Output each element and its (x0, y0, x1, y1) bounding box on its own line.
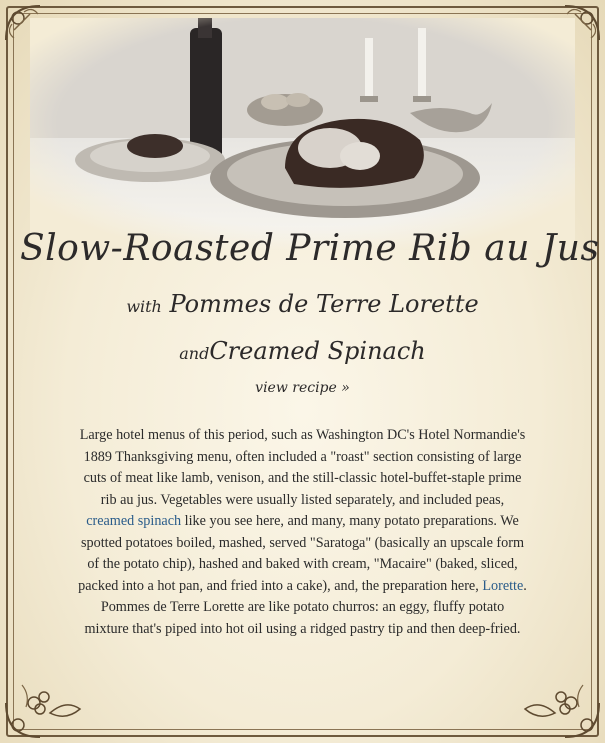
description-text: . Pommes de Terre Lorette are like potato churros: an eggy, fluffy potato mixture that's piped into hot oil using a ridged pastry tip and then deep-fried. (84, 577, 527, 637)
lorette-link[interactable]: Lorette (482, 577, 524, 594)
harvest-ornament-icon (14, 655, 84, 725)
recipe-title: Slow-Roasted Prime Rib au Jus (20, 228, 600, 269)
subtitle-prefix: and (179, 344, 210, 363)
subtitle-dish: Creamed Spinach (209, 337, 426, 365)
creamed-spinach-link[interactable]: creamed spinach (86, 513, 182, 529)
subtitle-dish: Pommes de Terre Lorette (169, 290, 479, 318)
subtitle-prefix: with (126, 297, 162, 316)
harvest-ornament-icon (521, 655, 591, 725)
view-recipe-link[interactable]: view recipe » (255, 380, 350, 396)
recipe-subtitle-1 (20, 290, 585, 318)
recipe-subtitle-2 (20, 337, 585, 365)
prime-rib-photo (30, 18, 575, 250)
recipe-description (78, 425, 527, 640)
description-text: Large hotel menus of this period, such as Washington DC's Hotel Normandie's 1889 Thanksgiving menu, often included a "roast" section consisting of large cuts of meat like lamb, venison, and the still-classic hotel-buffet-staple prime rib au jus. Vegetables were usually listed separately, and included peas, (79, 427, 526, 508)
description-text: like you see here, and many, many potato preparations. We spotted potatoes boiled, mashed, served "Saratoga" (basically an upscale form of the potato chip), hashed and baked with cream, "Macaire" (baked, sliced, packed into a hot pan, and fried into a cake), and, the preparation here, (78, 513, 524, 594)
